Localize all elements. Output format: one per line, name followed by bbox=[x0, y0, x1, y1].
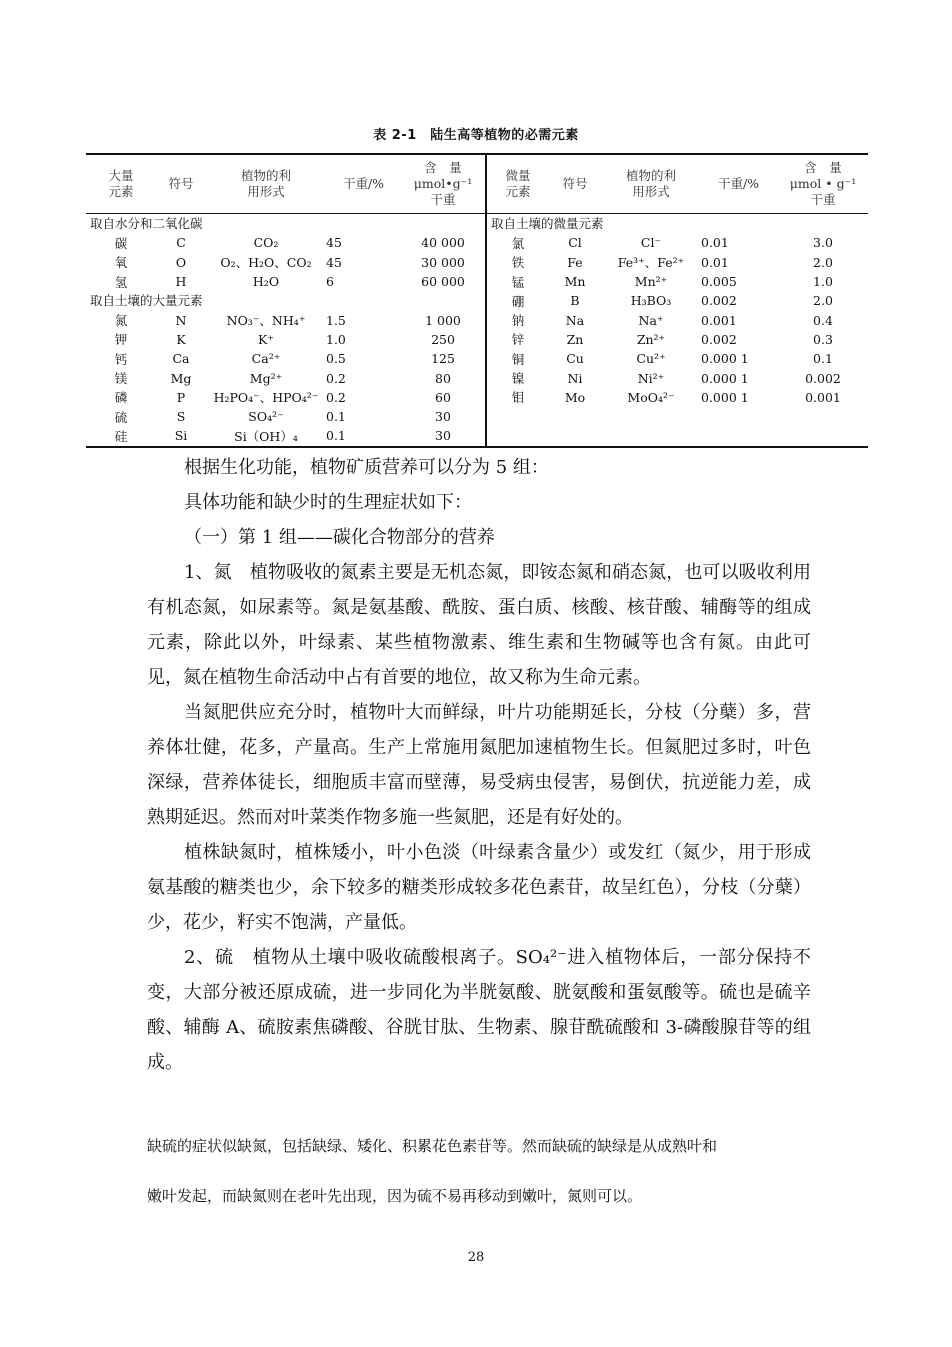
table-cell: 镍 bbox=[511, 371, 525, 387]
table-body-left bbox=[86, 214, 485, 446]
paragraph-nitrogen: 1、氮 植物吸收的氮素主要是无机态氮，即铵态氮和硝态氮，也可以吸收利用有机态氮，如尿素等。氮是氨基酸、酰胺、蛋白质、核酸、核苷酸、辅酶等的组成元素，除此以外，叶绿素、某些植物激素、维生素和生物碱等也含有氮。由此可见，氮在植物生命活动中占有首要的地位，故又称为生命元素。 bbox=[147, 562, 811, 688]
table-row bbox=[86, 272, 485, 291]
table-cell: 0.2 bbox=[326, 370, 346, 386]
table-group-label: 取自水分和二氧化碳 bbox=[90, 216, 203, 231]
table-cell: 0.4 bbox=[813, 312, 833, 328]
table-cell: 3.0 bbox=[813, 235, 833, 251]
table-cell: Si bbox=[174, 428, 188, 444]
header-cell: 微量 元素 bbox=[505, 168, 531, 199]
table-cell: Fe bbox=[567, 254, 583, 270]
table-cell: 0.001 bbox=[701, 312, 737, 328]
table-cell: Cl bbox=[568, 235, 582, 251]
paragraph: 具体功能和缺少时的生理症状如下： bbox=[184, 492, 472, 513]
table-group-label: 取自土壤的大量元素 bbox=[90, 293, 203, 309]
table-cell: Cu bbox=[566, 351, 584, 367]
table-cell: 40 000 bbox=[421, 235, 465, 251]
table-cell: Mg²⁺ bbox=[249, 370, 283, 386]
elements-table bbox=[86, 153, 868, 448]
table-cell: Mn bbox=[564, 274, 586, 290]
body-text bbox=[147, 450, 811, 1080]
table-cell: 磷 bbox=[114, 390, 128, 406]
table-cell: Zn bbox=[566, 331, 584, 347]
table-cell: Ni bbox=[567, 370, 583, 386]
table-cell: 45 bbox=[326, 235, 342, 251]
table-cell: Si（OH）₄ bbox=[234, 428, 298, 444]
table-row bbox=[86, 368, 485, 387]
table-cell: 锰 bbox=[511, 274, 525, 290]
table-row bbox=[86, 330, 485, 349]
header-cell: 植物的利 用形式 bbox=[625, 168, 676, 199]
table-cell: 0.005 bbox=[701, 274, 737, 290]
table-cell: 1.5 bbox=[326, 312, 346, 328]
table-cell: H₂PO₄⁻、HPO₄²⁻ bbox=[213, 390, 319, 406]
table-cell: 0.01 bbox=[701, 235, 729, 251]
header-cell: 含 量 μmol • g⁻¹ 干重 bbox=[789, 160, 857, 207]
table-cell: P bbox=[176, 389, 186, 405]
table-cell: 30 bbox=[435, 428, 451, 444]
table-cell: Cu²⁺ bbox=[636, 351, 666, 367]
table-row bbox=[86, 233, 485, 252]
table-cell: Mg bbox=[170, 370, 192, 386]
table-cell: SO₄²⁻ bbox=[248, 409, 284, 425]
table-cell: NO₃⁻、NH₄⁺ bbox=[226, 313, 306, 329]
table-cell: 0.1 bbox=[326, 428, 346, 444]
table-row bbox=[86, 407, 485, 426]
table-caption: 表 2-1 陆生高等植物的必需元素 bbox=[373, 128, 579, 143]
table-cell: O₂、H₂O、CO₂ bbox=[220, 255, 312, 271]
table-cell: C bbox=[176, 235, 186, 251]
table-cell: H₃BO₃ bbox=[630, 293, 672, 309]
table-cell: Ca²⁺ bbox=[251, 351, 281, 367]
table-cell: 0.1 bbox=[326, 409, 346, 425]
table-cell: 硼 bbox=[511, 293, 525, 309]
table-cell: CO₂ bbox=[253, 235, 279, 251]
table-cell: 0.001 bbox=[805, 389, 841, 405]
header-cell: 干重/% bbox=[717, 176, 760, 191]
table-row bbox=[487, 330, 870, 349]
paragraph: 植株缺氮时，植株矮小，叶小色淡（叶绿素含量少）或发红（氮少，用于形成氨基酸的糖类也少，余下较多的糖类形成较多花色素苷，故呈红色），分枝（分蘖）少，花少，籽实不饱满，产量低。 bbox=[147, 842, 811, 933]
table-cell: S bbox=[176, 409, 186, 425]
header-cell: 干重/% bbox=[342, 176, 385, 191]
table-cell: 氢 bbox=[114, 274, 128, 290]
note-line: 嫩叶发起，而缺氮则在老叶先出现，因为硫不易再移动到嫩叶，氮则可以。 bbox=[147, 1187, 643, 1205]
table-cell: 硅 bbox=[114, 428, 128, 444]
table-cell: 2.0 bbox=[813, 254, 833, 270]
table-cell: 60 000 bbox=[421, 274, 465, 290]
table-header-right bbox=[485, 155, 870, 213]
table-group-label: 取自土壤的微量元素 bbox=[491, 216, 604, 231]
table-cell: 钼 bbox=[511, 390, 525, 406]
table-header bbox=[86, 155, 868, 214]
table-cell: 45 bbox=[326, 254, 342, 270]
table-cell: Fe³⁺、Fe²⁺ bbox=[617, 255, 685, 271]
table-row bbox=[86, 253, 485, 272]
table-cell: 硫 bbox=[114, 409, 128, 425]
table-cell: 锌 bbox=[511, 332, 525, 348]
table-cell: 1.0 bbox=[326, 331, 346, 347]
table-cell: O bbox=[175, 254, 187, 270]
table-row bbox=[86, 388, 485, 407]
table-cell: K bbox=[176, 331, 186, 347]
table-cell: Ni²⁺ bbox=[637, 370, 665, 386]
table-row bbox=[487, 368, 870, 387]
table-cell: 30 bbox=[435, 409, 451, 425]
table-cell: 0.5 bbox=[326, 351, 346, 367]
table-row bbox=[86, 426, 485, 445]
table-row bbox=[487, 272, 870, 291]
table-cell: B bbox=[570, 293, 580, 309]
table-cell: MoO₄²⁻ bbox=[627, 389, 675, 405]
table-cell: 1.0 bbox=[813, 274, 833, 290]
note-line: 缺硫的症状似缺氮，包括缺绿、矮化、积累花色素苷等。然而缺硫的缺绿是从成熟叶和 bbox=[147, 1137, 718, 1155]
table-cell: 0.000 1 bbox=[701, 351, 749, 367]
table-cell: 125 bbox=[431, 351, 455, 367]
table-cell: 0.3 bbox=[813, 331, 833, 347]
table-cell: 钙 bbox=[114, 351, 128, 367]
table-cell: 0.002 bbox=[701, 331, 737, 347]
header-cell: 符号 bbox=[562, 176, 588, 191]
table-cell: 6 bbox=[326, 274, 334, 290]
page-number: 28 bbox=[467, 1250, 485, 1265]
table-cell: 钾 bbox=[114, 332, 128, 348]
table-cell: H bbox=[175, 274, 187, 290]
table-cell: 碳 bbox=[114, 235, 128, 251]
table-row bbox=[487, 349, 870, 368]
table-row bbox=[487, 291, 870, 310]
table-cell: 0.2 bbox=[326, 389, 346, 405]
table-body-right bbox=[485, 214, 870, 446]
table-cell: 0.002 bbox=[701, 293, 737, 309]
table-cell: N bbox=[175, 312, 187, 328]
table-row bbox=[86, 310, 485, 329]
table-cell: Mo bbox=[564, 389, 586, 405]
section-heading: （一）第 1 组——碳化合物部分的营养 bbox=[184, 527, 495, 548]
table-row bbox=[86, 349, 485, 368]
table-cell: 2.0 bbox=[813, 293, 833, 309]
header-cell: 含 量 μmol•g⁻¹ 干重 bbox=[413, 160, 473, 207]
header-cell: 符号 bbox=[168, 176, 194, 191]
table-row bbox=[487, 233, 870, 252]
table-cell: Cl⁻ bbox=[640, 235, 662, 251]
header-cell: 植物的利 用形式 bbox=[240, 168, 291, 199]
table-cell: Zn²⁺ bbox=[636, 331, 666, 347]
table-row bbox=[487, 388, 870, 407]
table-cell: 氯 bbox=[511, 235, 525, 251]
header-cell: 大量 元素 bbox=[108, 168, 134, 199]
table-cell: 0.000 1 bbox=[701, 389, 749, 405]
table-cell: 80 bbox=[435, 370, 451, 386]
table-cell: Mn²⁺ bbox=[634, 274, 668, 290]
table-cell: 0.000 1 bbox=[701, 370, 749, 386]
table-row bbox=[487, 253, 870, 272]
paragraph: 根据生化功能，植物矿质营养可以分为 5 组： bbox=[184, 457, 549, 478]
table-cell: 镁 bbox=[114, 371, 128, 387]
paragraph-sulfur: 2、硫 植物从土壤中吸收硫酸根离子。SO₄²⁻进入植物体后，一部分保持不变，大部分被还原成硫，进一步同化为半胱氨酸、胱氨酸和蛋氨酸等。硫也是硫辛酸、辅酶 A、硫胺素焦磷酸、谷胱甘肽、生物素、腺苷酰硫酸和 3-磷酸腺苷等的组成。 bbox=[147, 947, 811, 1073]
table-cell: 1 000 bbox=[425, 312, 461, 328]
table-cell: 0.01 bbox=[701, 254, 729, 270]
table-cell: H₂O bbox=[252, 274, 280, 290]
table-header-left bbox=[86, 155, 485, 213]
table-cell: 0.1 bbox=[813, 351, 833, 367]
table-cell: Na bbox=[565, 312, 585, 328]
paragraph: 当氮肥供应充分时，植物叶大而鲜绿，叶片功能期延长，分枝（分蘖）多，营养体壮健，花多，产量高。生产上常施用氮肥加速植物生长。但氮肥过多时，叶色深绿，营养体徒长，细胞质丰富而壁薄，易受病虫侵害，易倒伏，抗逆能力差，成熟期延迟。然而对叶菜类作物多施一些氮肥，还是有好处的。 bbox=[147, 702, 811, 828]
table-cell: Ca bbox=[172, 351, 190, 367]
table-cell: 氮 bbox=[114, 313, 128, 329]
table-cell: 铜 bbox=[511, 351, 525, 367]
table-body bbox=[86, 214, 868, 446]
table-cell: 30 000 bbox=[421, 254, 465, 270]
table-cell: Na⁺ bbox=[638, 312, 664, 328]
table-row bbox=[487, 310, 870, 329]
table-cell: 钠 bbox=[511, 313, 525, 329]
table-cell: K⁺ bbox=[258, 331, 274, 347]
table-cell: 250 bbox=[431, 331, 455, 347]
table-cell: 氧 bbox=[114, 255, 128, 271]
table-cell: 铁 bbox=[511, 255, 525, 271]
table-cell: 60 bbox=[435, 389, 451, 405]
table-cell: 0.002 bbox=[805, 370, 841, 386]
